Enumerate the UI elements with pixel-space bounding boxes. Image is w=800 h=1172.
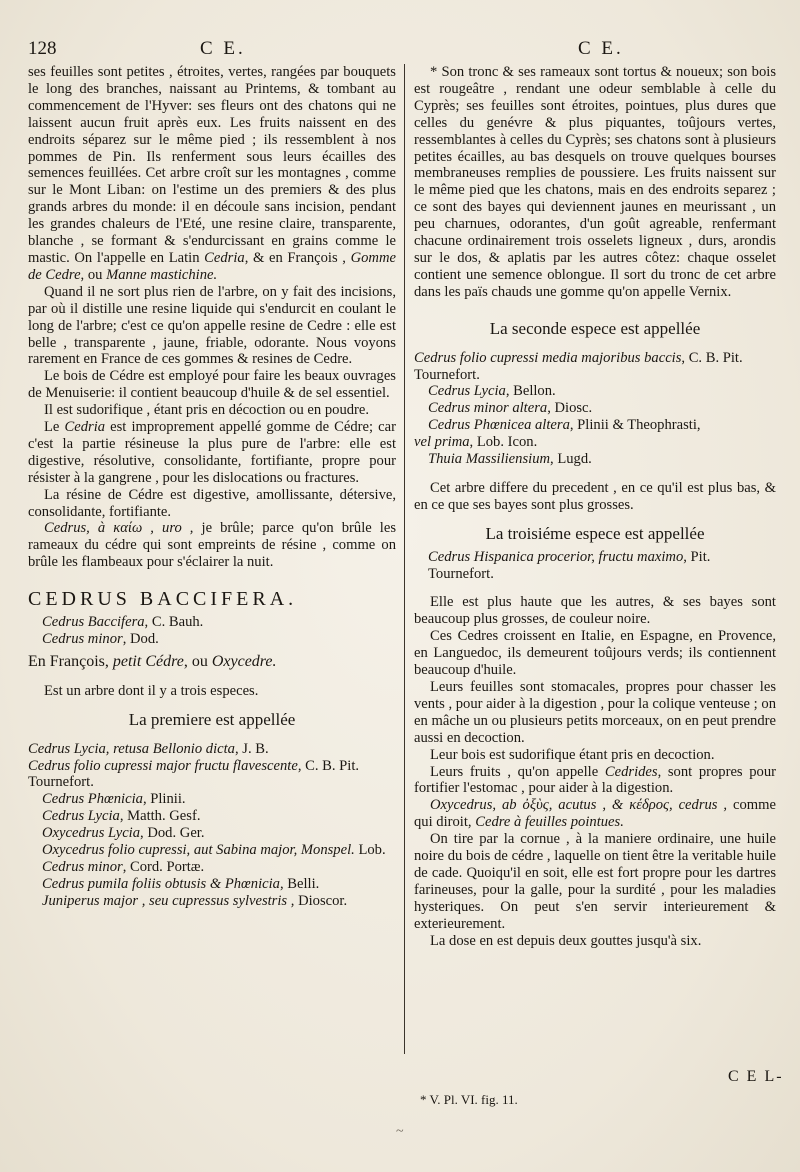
authority: , Diosc. — [547, 400, 593, 417]
paragraph-text: Leurs fruits , qu'on appelle — [430, 763, 599, 780]
latin-term: Cedrus minor — [42, 631, 123, 647]
paragraph: Est un arbre dont il y a trois especes. — [44, 682, 259, 699]
paragraph: * Son tronc & ses rameaux sont tortus & noueux; son bois est rougeâtre , rendant une odeur semblable à celle du Cyprès; ses feuilles sont étroites, pointues, plus dures que celles du genévre & plus piquantes, toûjours vertes, ressemblantes à celles du Cyprès; ses chatons sont à plusieurs petites écailles, au bas desquels on trouve quelques bourses membraneuses remplies de poussiere. Les fruits naissent sur le même pied que les chatons, mais en des endroits separez ; ce sont des bayes qui deviennent jaunes en meurissant , un peu charnues, odorantes, d'un goût agreable, renfermant chacune ordinairement trois osselets ligneux , durs, arondis sur le dos, & aplatis par les autres côtez: chaque osselet contient une semence oblongue. Il sort du tronc de cet arbre dans les païs chauds une gomme qu'on appelle Vernix. — [414, 64, 776, 300]
synonym-line — [28, 808, 396, 825]
latin-term: Juniperus major , seu cupressus sylvestris , — [42, 892, 295, 909]
paragraph-text: , sont propres pour fortifier l'estomac , pour aider à la digestion. — [414, 763, 776, 797]
authority: , Lob. Icon. — [469, 434, 538, 451]
latin-term: vel prima — [414, 434, 470, 451]
latin-term: Manne mastichine. — [106, 266, 218, 283]
latin-term: Oxycedrus folio cupressi, aut Sabina major, Monspel. — [42, 842, 355, 859]
latin-term: Gomme de Cedre — [28, 249, 396, 283]
synonym-line — [28, 825, 396, 842]
synonym-line — [28, 842, 396, 859]
synonym-line — [414, 434, 776, 451]
subsection-heading: La premiere est appellée — [128, 709, 296, 729]
paragraph — [414, 797, 776, 831]
latin-term: Oxycedrus Lycia — [42, 825, 141, 842]
paragraph: On tire par la cornue , à la maniere ordinaire, une huile noire du bois de cédre , laquelle on tient être la veritable huile de cade. Quoiqu'il en soit, elle est fort propre pour les dartres farineuses, pour la galle, pour la surdité , pour les maladies hysteriques. On peut s'en servir interieurement & exterieurement. — [414, 831, 776, 932]
latin-term: Cedrides — [604, 763, 658, 780]
authority: , Cord. Portæ. — [122, 858, 205, 875]
paragraph: Ces Cedres croissent en Italie, en Espagne, en Provence, en Languedoc, ils demeurent toûjours verds; ils contiennent beaucoup d'huile. — [414, 628, 776, 679]
paragraph: Quand il ne sort plus rien de l'arbre, on y fait des incisions, par où il distille une resine liquide qui s'endurcit en coulant le long de l'arbre; c'est ce qu'on appelle resine de Cedre : elle est belle , transparente , jaune, friable, odorante. Nous voyons rarement en France de ces gommes & resines de Cedre. — [28, 283, 396, 368]
footnote: * V. Pl. VI. fig. 11. — [420, 1092, 518, 1107]
paragraph: Le bois de Cédre est employé pour faire les beaux ouvrages de Menuiserie: il contient beaucoup d'huile & de sel essentiel. — [28, 368, 396, 402]
synonym-line — [414, 400, 776, 417]
synonym-line — [414, 350, 776, 384]
authority: , Matth. Gesf. — [119, 808, 201, 825]
authority: , Pit. Tournefort. — [428, 548, 711, 582]
authority: , Bellon. — [505, 383, 556, 400]
latin-term: Cedrus Phœnicea altera — [428, 417, 570, 434]
subsection-heading: La troisiéme espece est appellée — [485, 523, 705, 543]
synonym-line — [28, 741, 396, 758]
paragraph: Il est sudorifique , étant pris en décoction ou en poudre. — [44, 402, 370, 419]
authority: , C. B. Pit. Tournefort. — [28, 757, 360, 791]
latin-term: Cedrus minor — [42, 858, 123, 875]
synonym-line — [414, 451, 776, 468]
paragraph — [28, 520, 396, 571]
latin-term: Cedria — [204, 249, 245, 266]
paragraph: Elle est plus haute que les autres, & ses bayes sont beaucoup plus grosses, de couleur noire. — [414, 594, 776, 628]
latin-term: Cedrus minor altera — [428, 400, 548, 417]
paragraph-text: , ou — [80, 266, 103, 283]
ornament-mark: ~ — [396, 1124, 404, 1139]
paragraph: Leur bois est sudorifique étant pris en decoction. — [430, 746, 715, 763]
authority: , C. B. Pit. Tournefort. — [414, 349, 743, 383]
synonym-line — [414, 549, 776, 583]
latin-term: Cedrus Lycia, retusa Bellonio dicta — [28, 740, 235, 757]
paragraph-text: comme qui diroit, — [414, 797, 776, 831]
paragraph-text: , ou — [183, 652, 208, 670]
authority: , C. Bauh. — [144, 614, 204, 631]
paragraph — [28, 419, 396, 487]
synonym-line — [28, 876, 396, 893]
paragraph-text: je brûle; parce qu'on brûle les rameaux du cédre qui sont empreints de résine , comme on brûle les flambeaux pour s'éclairer la nuit. — [28, 520, 397, 571]
authority: Dioscor. — [298, 892, 348, 909]
page-number: 128 — [28, 38, 57, 59]
synonym-line — [414, 417, 776, 434]
latin-term: Cedrus Baccifera — [42, 614, 145, 631]
right-column — [414, 64, 776, 950]
paragraph: La dose en est depuis deux gouttes jusqu'à six. — [430, 932, 702, 949]
latin-term: Cedrus Phœnicia — [42, 791, 143, 808]
authority: , Dod. Ger. — [140, 825, 205, 842]
section-title: CEDRUS BACCIFERA. — [28, 588, 298, 611]
latin-term: Cedria — [64, 419, 106, 436]
subsection-heading: La seconde espece est appellée — [489, 318, 701, 338]
paragraph-text: est improprement appellé gomme de Cédre; car c'est la partie résineuse la plus pure de l'arbre: elle est digestive, résolutive, consolidante, fortifiante, propre pour résister à la gangrene , pour les dislocations ou fractures. — [28, 419, 396, 486]
french-name-line — [28, 654, 396, 671]
paragraph: Leurs feuilles sont stomacales, propres pour chasser les vents , pour aider à la digestion , pour la colique venteuse ; on en mâche un ou plusieurs petits morceaux, on en peut prendre aussi en decoction. — [414, 679, 776, 746]
latin-term: Cedrus Hispanica procerior, fructu maximo — [428, 548, 684, 565]
paragraph-text: , & en François , — [244, 249, 346, 266]
authority: , Belli. — [279, 875, 320, 892]
synonym-line — [28, 791, 396, 808]
authority: , Lugd. — [550, 451, 592, 468]
synonym-line — [414, 383, 776, 400]
latin-term: Cedrus, à καίω , uro , — [44, 520, 194, 537]
authority: , Plinii. — [142, 791, 186, 808]
paragraph-text: Le — [44, 419, 60, 436]
latin-term: Oxycedrus, ab ὀξὺς, acutus , & κέδρος, cedrus , — [430, 797, 728, 814]
authority: , J. B. — [234, 740, 269, 757]
latin-term: Cedrus Lycia — [428, 383, 506, 400]
catchword: C E L- — [728, 1068, 784, 1085]
running-head-right: C E. — [578, 38, 624, 59]
latin-term: Cedrus folio cupressi major fructu flavescente — [28, 757, 298, 774]
paragraph — [28, 64, 396, 284]
left-column — [28, 64, 396, 910]
latin-term: Cedrus Lycia — [42, 808, 120, 825]
latin-term: Cedrus folio cupressi media majoribus baccis — [414, 349, 682, 366]
paragraph-text: ses feuilles sont petites , étroites, vertes, rangées par bouquets le long des branches, naissant au Printems, & tombant au commencement de l'Hyver: ses fleurs ont des chatons qui ne laissent aucun fruit après eux. Les fruits naissent en des endroits séparez sur le même pied ; ils ressemblent à nos pommes de Pin. Ils renferment sous leurs écailles des semences feuillées. Cet arbre croît sur les montagnes , comme sur le Mont Liban: on l'estime un des premiers & des plus grands arbres du monde: il en découle sans incision, pendant les grandes chaleurs de l'Eté, une resine claire, transparente, blanche , se formant & s'endurcissant en grains comme le mastic. On l'appelle en Latin — [28, 64, 396, 266]
latin-term: petit Cédre — [112, 652, 184, 670]
running-head-left: C E. — [200, 38, 246, 59]
column-divider — [404, 64, 405, 1054]
synonym-line — [28, 893, 396, 910]
paragraph: La résine de Cédre est digestive, amollissante, détersive, consolidante, fortifiante. — [28, 486, 396, 520]
synonym-line — [28, 859, 396, 876]
paragraph-text: En François, — [28, 652, 109, 670]
latin-term: Cedre à feuilles pointues. — [475, 814, 624, 831]
latin-term: Oxycedre. — [211, 652, 277, 670]
paragraph: Cet arbre differe du precedent , en ce qu'il est plus bas, & en ce que ses bayes sont plus grosses. — [414, 479, 776, 513]
paragraph — [414, 764, 776, 798]
synonym-line — [28, 614, 396, 631]
authority: , Dod. — [122, 631, 159, 647]
authority: Lob. — [358, 842, 386, 859]
latin-term: Cedrus pumila foliis obtusis & Phœnicia — [42, 875, 280, 892]
latin-term: Thuia Massiliensium — [428, 451, 551, 468]
synonym-line — [28, 631, 396, 648]
authority: , Plinii & Theophrasti, — [569, 417, 701, 434]
synonym-line — [28, 758, 396, 792]
